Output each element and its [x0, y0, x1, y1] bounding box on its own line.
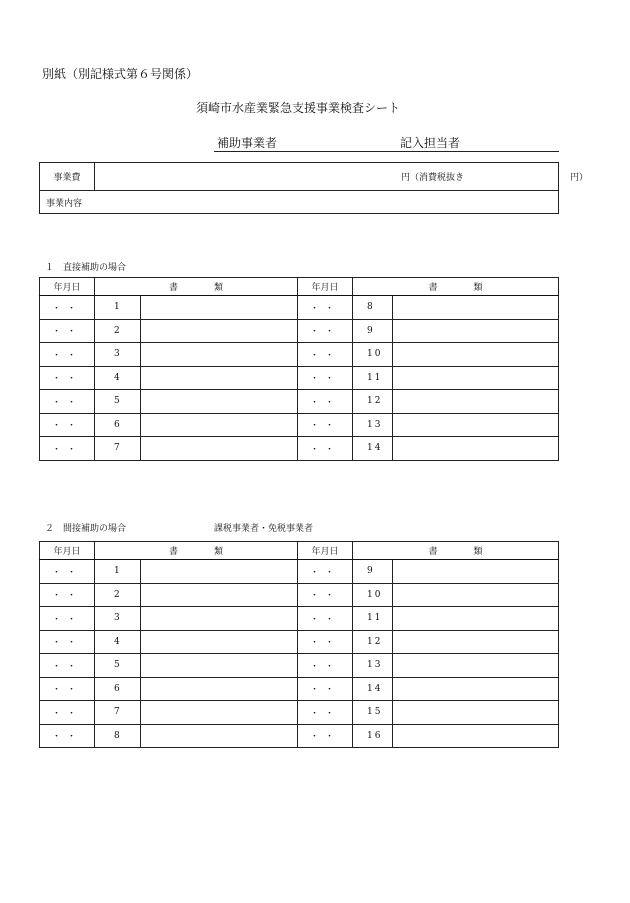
row-number: 2 [95, 319, 141, 343]
date-cell[interactable]: ・・ [40, 654, 95, 678]
row-number: 9 [353, 319, 393, 343]
date-header: 年月日 [298, 278, 353, 296]
table-row [40, 296, 559, 320]
document-cell[interactable] [393, 560, 559, 584]
document-cell[interactable] [141, 366, 298, 390]
date-cell[interactable]: ・・ [298, 583, 353, 607]
date-cell[interactable]: ・・ [298, 654, 353, 678]
date-cell[interactable]: ・・ [298, 630, 353, 654]
document-cell[interactable] [393, 724, 559, 748]
document-cell[interactable] [393, 296, 559, 320]
date-cell[interactable]: ・・ [298, 607, 353, 631]
date-cell[interactable]: ・・ [298, 701, 353, 725]
date-cell[interactable]: ・・ [40, 319, 95, 343]
document-cell[interactable] [393, 630, 559, 654]
date-header: 年月日 [298, 542, 353, 560]
row-number: 12 [353, 630, 393, 654]
doc-header: 書 類 [353, 278, 559, 296]
table-row [40, 437, 559, 461]
date-cell[interactable]: ・・ [40, 677, 95, 701]
row-number: 4 [95, 630, 141, 654]
row-number: 6 [95, 413, 141, 437]
document-cell[interactable] [393, 677, 559, 701]
date-header: 年月日 [40, 542, 95, 560]
table-header-row [40, 542, 559, 560]
row-number: 7 [95, 701, 141, 725]
document-cell[interactable] [393, 701, 559, 725]
table-header-row [40, 278, 559, 296]
table-row [40, 630, 559, 654]
date-cell[interactable]: ・・ [298, 677, 353, 701]
row-number: 11 [353, 366, 393, 390]
yen-close-label: 円） [570, 173, 589, 183]
document-cell[interactable] [393, 413, 559, 437]
doc-header: 書 類 [95, 278, 298, 296]
row-number: 10 [353, 343, 393, 367]
date-cell[interactable]: ・・ [40, 343, 95, 367]
row-number: 7 [95, 437, 141, 461]
section2-table [39, 541, 559, 748]
date-cell[interactable]: ・・ [40, 413, 95, 437]
date-cell[interactable]: ・・ [298, 390, 353, 414]
table-row [40, 343, 559, 367]
row-number: 15 [353, 701, 393, 725]
doc-header: 書 類 [95, 542, 298, 560]
date-cell[interactable]: ・・ [40, 724, 95, 748]
row-number: 5 [95, 390, 141, 414]
content-label: 事業内容 [46, 199, 83, 209]
row-number: 8 [353, 296, 393, 320]
document-cell[interactable] [141, 296, 298, 320]
document-cell[interactable] [141, 413, 298, 437]
row-number: 8 [95, 724, 141, 748]
date-cell[interactable]: ・・ [298, 366, 353, 390]
row-number: 5 [95, 654, 141, 678]
row-number: 16 [353, 724, 393, 748]
document-cell[interactable] [393, 343, 559, 367]
document-cell[interactable] [141, 724, 298, 748]
date-header: 年月日 [40, 278, 95, 296]
date-cell[interactable]: ・・ [40, 583, 95, 607]
row-number: 14 [353, 677, 393, 701]
row-number: 3 [95, 343, 141, 367]
date-cell[interactable]: ・・ [298, 343, 353, 367]
date-cell[interactable]: ・・ [40, 366, 95, 390]
cost-row [40, 163, 589, 191]
info-box [39, 162, 589, 214]
date-cell[interactable]: ・・ [40, 390, 95, 414]
table-row [40, 724, 559, 748]
section1-title: １ 直接補助の場合 [45, 263, 127, 273]
attachment-label: 別紙（別記様式第６号関係） [42, 67, 199, 81]
date-cell[interactable]: ・・ [298, 296, 353, 320]
document-cell[interactable] [393, 583, 559, 607]
tax-status-note: 課税事業者・免税事業者 [214, 524, 314, 534]
table-row [40, 677, 559, 701]
document-cell[interactable] [141, 390, 298, 414]
table-row [40, 701, 559, 725]
row-number: 12 [353, 390, 393, 414]
page-title: 須崎市水産業緊急支援事業検査シート [196, 101, 401, 115]
date-cell[interactable]: ・・ [40, 607, 95, 631]
date-cell[interactable]: ・・ [40, 296, 95, 320]
document-cell[interactable] [141, 560, 298, 584]
row-number: 11 [353, 607, 393, 631]
date-cell[interactable]: ・・ [40, 701, 95, 725]
table-row [40, 583, 559, 607]
document-cell[interactable] [141, 654, 298, 678]
document-cell[interactable] [393, 390, 559, 414]
table-row [40, 390, 559, 414]
table-row [40, 413, 559, 437]
table-row [40, 654, 559, 678]
row-number: 4 [95, 366, 141, 390]
document-cell[interactable] [393, 437, 559, 461]
document-cell[interactable] [393, 607, 559, 631]
entry-person-label: 記入担当者 [400, 136, 461, 150]
row-number: 1 [95, 560, 141, 584]
date-cell[interactable]: ・・ [40, 630, 95, 654]
signature-line [214, 151, 559, 152]
document-cell[interactable] [393, 366, 559, 390]
doc-header: 書 類 [353, 542, 559, 560]
date-cell[interactable]: ・・ [40, 437, 95, 461]
row-number: 9 [353, 560, 393, 584]
document-cell[interactable] [141, 343, 298, 367]
date-cell[interactable]: ・・ [298, 560, 353, 584]
row-number: 3 [95, 607, 141, 631]
yen-tax-excluded-label: 円（消費税抜き [401, 173, 465, 183]
document-cell[interactable] [141, 607, 298, 631]
row-number: 14 [353, 437, 393, 461]
date-cell[interactable]: ・・ [298, 413, 353, 437]
row-number: 13 [353, 654, 393, 678]
table-row [40, 366, 559, 390]
date-cell[interactable]: ・・ [298, 319, 353, 343]
document-cell[interactable] [393, 654, 559, 678]
document-cell[interactable] [141, 677, 298, 701]
cost-label: 事業費 [40, 163, 95, 190]
table-row [40, 560, 559, 584]
table-row [40, 607, 559, 631]
date-cell[interactable]: ・・ [40, 560, 95, 584]
row-number: 1 [95, 296, 141, 320]
document-cell[interactable] [141, 437, 298, 461]
date-cell[interactable]: ・・ [298, 437, 353, 461]
row-number: 2 [95, 583, 141, 607]
document-cell[interactable] [141, 701, 298, 725]
row-number: 10 [353, 583, 393, 607]
document-cell[interactable] [141, 319, 298, 343]
subsidy-operator-label: 補助事業者 [217, 136, 278, 150]
section2-title: ２ 間接補助の場合 [45, 524, 127, 534]
section1-table [39, 277, 559, 461]
document-cell[interactable] [393, 319, 559, 343]
row-number: 13 [353, 413, 393, 437]
row-number: 6 [95, 677, 141, 701]
date-cell[interactable]: ・・ [298, 724, 353, 748]
document-cell[interactable] [141, 630, 298, 654]
document-cell[interactable] [141, 583, 298, 607]
table-row [40, 319, 559, 343]
